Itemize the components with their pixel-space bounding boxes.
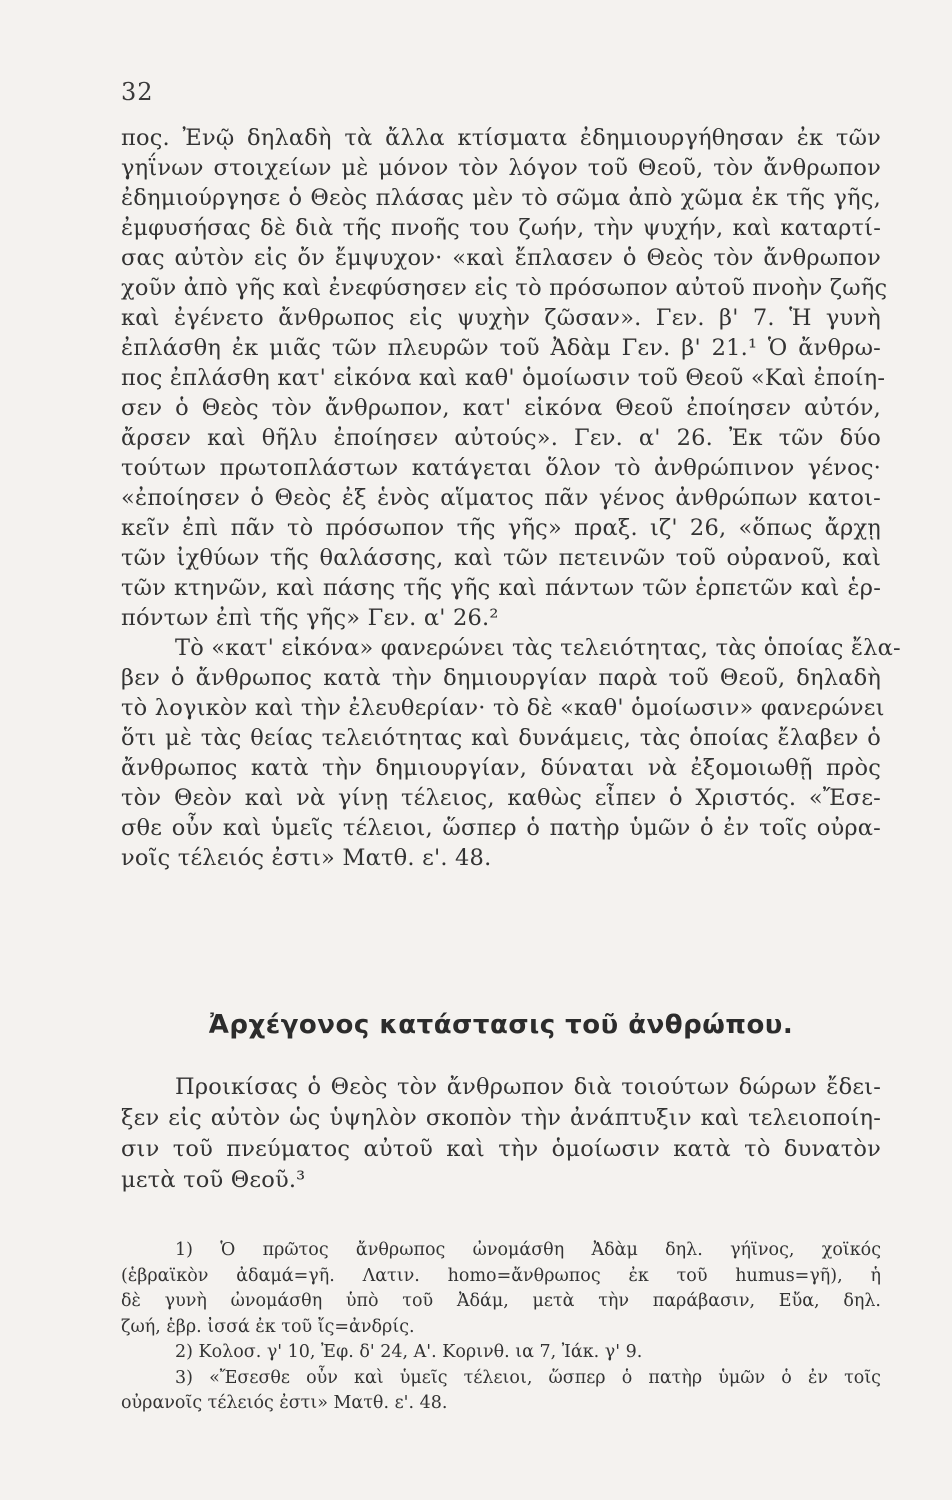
text-line: «ἐποίησεν ὁ Θεὸς ἐξ ἑνὸς αἵματος πᾶν γένος ἀνθρώπων κατοι- xyxy=(121,485,881,511)
text-line: Προικίσας ὁ Θεὸς τὸν ἄνθρωπον διὰ τοιούτων δώρων ἔδει- xyxy=(175,1074,881,1100)
text-line: πος. Ἐνῷ δηλαδὴ τὰ ἄλλα κτίσματα ἐδημιουργήθησαν ἐκ τῶν xyxy=(121,125,881,151)
text-line: ἐμφυσήσας δὲ διὰ τῆς πνοῆς του ζωήν, τὴν ψυχήν, καὶ καταρτί- xyxy=(121,215,881,241)
text-line: μετὰ τοῦ Θεοῦ.³ xyxy=(121,1167,306,1193)
section-heading: Ἀρχέγονος κατάστασις τοῦ ἀνθρώπου. xyxy=(208,1010,794,1040)
text-line: ἐπλάσθη ἐκ μιᾶς τῶν πλευρῶν τοῦ Ἀδὰμ Γεν. β' 21.¹ Ὁ ἄνθρω- xyxy=(121,335,881,361)
text-line: σιν τοῦ πνεύματος αὐτοῦ καὶ τὴν ὁμοίωσιν κατὰ τὸ δυνατὸν xyxy=(121,1136,881,1162)
footnotes xyxy=(121,1238,881,1417)
text-line: χοῦν ἀπὸ γῆς καὶ ἐνεφύσησεν εἰς τὸ πρόσωπον αὐτοῦ πνοὴν ζωῆς xyxy=(121,275,888,301)
text-line: τούτων πρωτοπλάστων κατάγεται ὅλον τὸ ἀνθρώπινον γένος· xyxy=(121,455,881,481)
text-line: πος ἐπλάσθη κατ' εἰκόνα καὶ καθ' ὁμοίωσιν τοῦ Θεοῦ «Καὶ ἐποίη- xyxy=(121,365,886,391)
text-line: ἄνθρωπος κατὰ τὴν δημιουργίαν, δύναται νὰ ἐξομοιωθῇ πρὸς xyxy=(121,755,881,781)
text-line: ξεν εἰς αὐτὸν ὡς ὑψηλὸν σκοπὸν τὴν ἀνάπτυξιν καὶ τελειοποίη- xyxy=(121,1105,881,1131)
text-line: ἐδημιούργησε ὁ Θεὸς πλάσας μὲν τὸ σῶμα ἀπὸ χῶμα ἐκ τῆς γῆς, xyxy=(121,185,881,211)
text-line: σας αὐτὸν εἰς ὄν ἔμψυχον· «καὶ ἔπλασεν ὁ Θεὸς τὸν ἄνθρωπον xyxy=(121,245,881,271)
text-line: σεν ὁ Θεὸς τὸν ἄνθρωπον, κατ' εἰκόνα Θεοῦ ἐποίησεν αὐτόν, xyxy=(121,395,881,421)
text-line: βεν ὁ ἄνθρωπος κατὰ τὴν δημιουργίαν παρὰ τοῦ Θεοῦ, δηλαδὴ xyxy=(121,665,881,691)
text-line: τὸ λογικὸν καὶ τὴν ἐλευθερίαν· τὸ δὲ «καθ' ὁμοίωσιν» φανερώνει xyxy=(121,695,885,721)
footnote-line: δὲ γυνὴ ὠνομάσθη ὑπὸ τοῦ Ἀδάμ, μετὰ τὴν παράβασιν, Εὔα, δηλ. xyxy=(121,1291,881,1311)
footnote-line: 1) Ὁ πρῶτος ἄνθρωπος ὠνομάσθη Ἀδὰμ δηλ. γήϊνος, χοϊκός xyxy=(175,1240,881,1260)
text-line: τῶν ἰχθύων τῆς θαλάσσης, καὶ τῶν πετεινῶν τοῦ οὐρανοῦ, καὶ xyxy=(121,545,881,571)
footnote-line: (ἑβραϊκὸν ἀδαμά=γῆ. Λατιν. homo=ἄνθρωπος ἐκ τοῦ humus=γῆ), ἡ xyxy=(121,1265,881,1286)
text-line: καὶ ἐγένετο ἄνθρωπος εἰς ψυχὴν ζῶσαν». Γεν. β' 7. Ἡ γυνὴ xyxy=(121,305,881,331)
text-line: γηΐνων στοιχείων μὲ μόνον τὸν λόγον τοῦ Θεοῦ, τὸν ἄνθρωπον xyxy=(121,155,881,181)
paragraph-original-state xyxy=(121,1072,881,1196)
text-line: τῶν κτηνῶν, καὶ πάσης τῆς γῆς καὶ πάντων τῶν ἑρπετῶν καὶ ἑρ- xyxy=(121,575,881,601)
text-line: νοῖς τέλειός ἐστι» Ματθ. ε'. 48. xyxy=(121,845,492,871)
text-line: ἄρσεν καὶ θῆλυ ἐποίησεν αὐτούς». Γεν. α' 26. Ἐκ τῶν δύο xyxy=(121,425,881,451)
footnote-line: 2) Κολοσ. γ' 10, Ἐφ. δ' 24, Α'. Κορινθ. ια 7, Ἰάκ. γ' 9. xyxy=(175,1342,643,1362)
paragraph-creation xyxy=(121,123,901,873)
footnote-line: ζωή, ἑβρ. ἰσσά ἐκ τοῦ ἴς=ἀνδρίς. xyxy=(121,1316,415,1337)
footnote-line: 3) «Ἔσεσθε οὖν καὶ ὑμεῖς τέλειοι, ὥσπερ ὁ πατὴρ ὑμῶν ὁ ἐν τοῖς xyxy=(175,1367,881,1388)
page-number: 32 xyxy=(121,78,154,106)
text-line: τὸν Θεὸν καὶ νὰ γίνῃ τέλειος, καθὼς εἶπεν ὁ Χριστός. «Ἔσε- xyxy=(121,785,881,811)
text-line: ὅτι μὲ τὰς θείας τελειότητας καὶ δυνάμεις, τὰς ὁποίας ἔλαβεν ὁ xyxy=(121,725,881,751)
text-line: Τὸ «κατ' εἰκόνα» φανερώνει τὰς τελειότητας, τὰς ὁποίας ἔλα- xyxy=(175,635,901,661)
text-line: πόντων ἐπὶ τῆς γῆς» Γεν. α' 26.² xyxy=(121,605,499,631)
text-line: σθε οὖν καὶ ὑμεῖς τέλειοι, ὥσπερ ὁ πατὴρ ὑμῶν ὁ ἐν τοῖς οὐρα- xyxy=(121,815,881,841)
footnote-line: οὐρανοῖς τέλειός ἐστι» Ματθ. ε'. 48. xyxy=(121,1393,448,1413)
text-line: κεῖν ἐπὶ πᾶν τὸ πρόσωπον τῆς γῆς» πραξ. ιζ' 26, «ὅπως ἄρχῃ xyxy=(121,515,881,541)
